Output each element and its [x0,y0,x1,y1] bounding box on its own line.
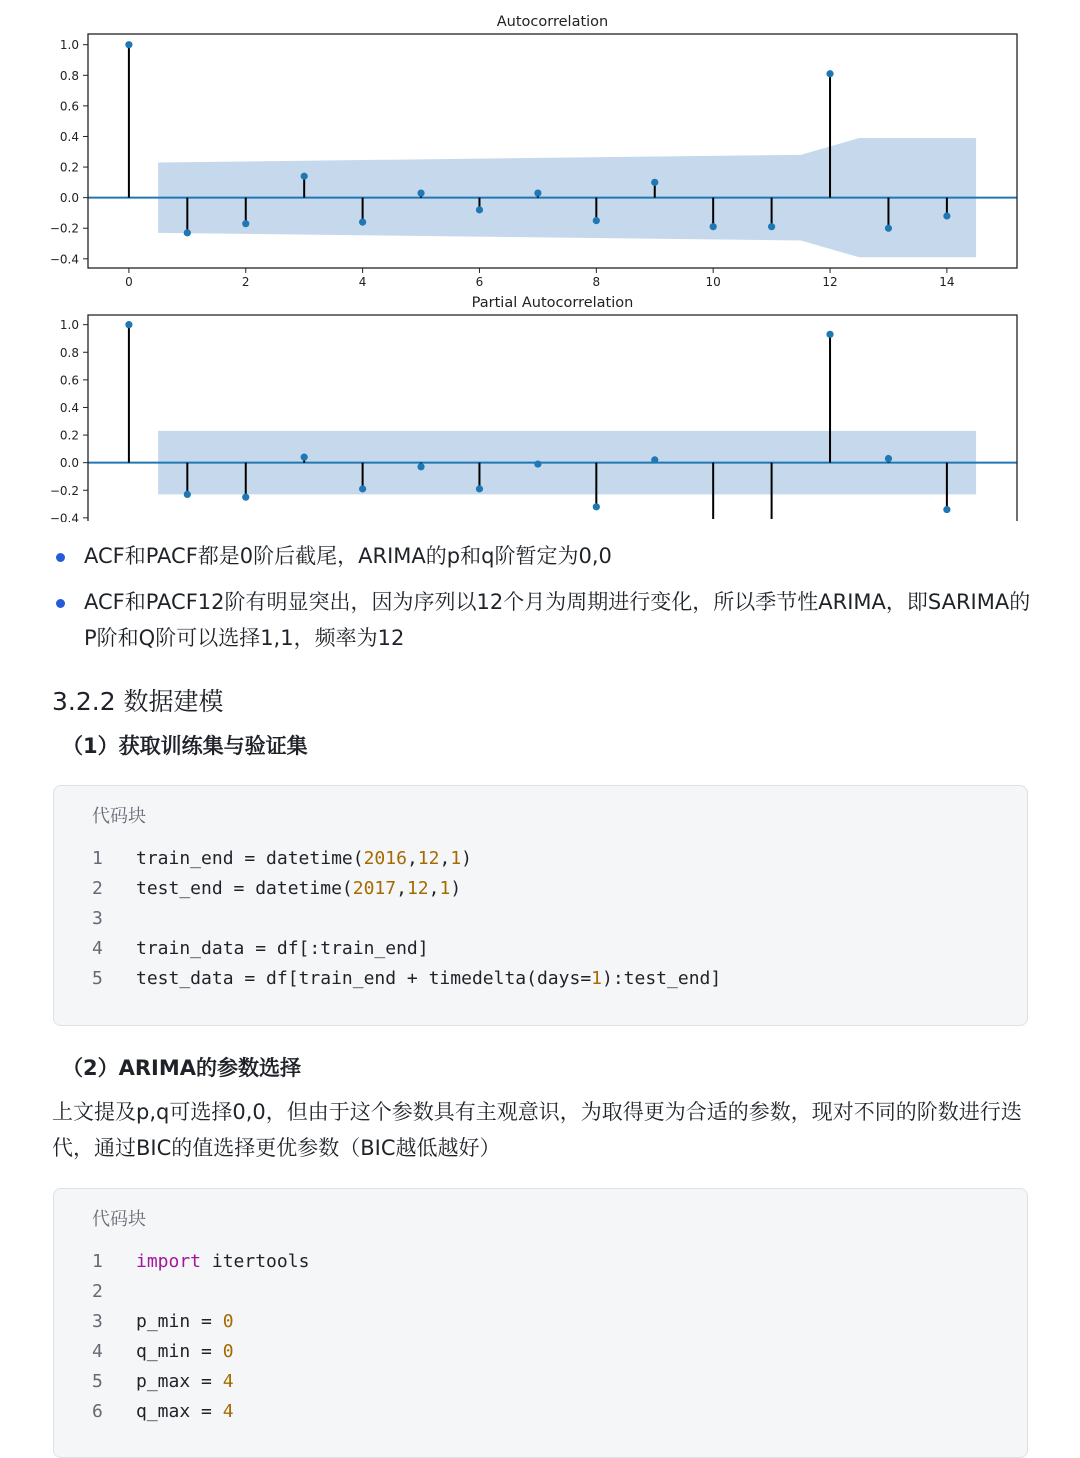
x-tick-label: 14 [939,275,955,289]
code-token: train_end = datetime( [136,848,364,869]
stem-marker [943,212,950,219]
code-number-token: 0 [222,1341,234,1362]
code-line [54,1277,1027,1307]
code-token: test_end = datetime( [136,878,353,899]
stem-marker [885,225,892,232]
subsection-heading-train-test: （1）获取训练集与验证集 [62,734,308,758]
code-lines [54,844,1027,994]
stem-marker [242,220,249,227]
y-tick-label: −0.2 [49,221,79,236]
stem-marker [651,456,658,463]
line-number: 4 [92,938,103,959]
y-tick-label: 0.4 [59,129,79,144]
line-number: 5 [92,968,103,989]
code-line [54,934,1027,964]
code-line [54,904,1027,934]
chart-title: Autocorrelation [496,14,609,30]
stem-marker [476,485,483,492]
stem-marker [301,454,308,461]
stem-marker [534,189,541,196]
plot-area [88,41,1017,257]
code-number-token: 1 [450,848,462,869]
code-line [54,1307,1027,1337]
stem-marker [301,173,308,180]
stem-marker [476,206,483,213]
stem-marker [943,506,950,513]
stem-marker [534,460,541,467]
x-tick-label: 12 [822,275,838,289]
y-tick-label: 0.6 [59,99,79,114]
line-number: 3 [92,908,103,929]
stem-marker [651,179,658,186]
y-tick-label: 0.4 [59,400,79,415]
stem-marker [184,491,191,498]
stem-marker [125,41,132,48]
acf-chart-svg [0,0,1080,290]
code-line [54,1397,1027,1427]
code-token: ):test_end] [602,968,722,989]
y-tick-label: 0.6 [59,373,79,388]
x-tick-label: 0 [125,275,133,289]
code-text [136,1311,234,1332]
stem-marker [184,229,191,236]
stem-marker [593,217,600,224]
code-token: ) [450,878,462,899]
bullet-text: ACF和PACF12阶有明显突出，因为序列以12个月为周期进行变化，所以季节性ARIMA，即SARIMA的P阶和Q阶可以选择1,1，频率为12 [84,590,1031,650]
code-block-train-test[interactable] [53,785,1028,1026]
x-tick-label: 2 [241,275,250,289]
stem-marker [359,485,366,492]
code-token: itertools [201,1251,310,1272]
stem-marker [125,321,132,328]
code-token: , [428,878,440,899]
code-token: , [396,878,407,899]
code-number-token: 12 [406,878,429,899]
code-text [136,1341,234,1362]
stem-marker [417,463,424,470]
code-number-token: 4 [222,1401,234,1422]
code-line [54,964,1027,994]
x-tick-label: 8 [592,275,601,289]
line-number: 2 [92,1281,103,1302]
stem-marker [242,494,249,501]
y-tick-label: 0.0 [59,191,79,206]
bullet-list [52,538,1032,666]
code-number-token: 1 [439,878,451,899]
y-tick-label: 0.0 [59,456,79,471]
code-token: ) [461,848,472,869]
code-lines [54,1247,1027,1427]
code-block-itertools[interactable] [53,1188,1028,1458]
code-token: q_max = [136,1401,223,1422]
line-number: 4 [92,1341,103,1362]
stem-marker [417,189,424,196]
y-tick-label: 0.2 [59,428,79,443]
section-heading: 3.2.2 数据建模 [52,687,224,716]
line-number: 3 [92,1311,103,1332]
y-tick-label: 1.0 [59,318,79,333]
code-keyword-token: import [136,1251,202,1272]
y-tick-label: −0.4 [49,511,79,522]
pacf-chart-svg [0,290,1080,522]
code-text [136,1371,234,1392]
code-token: p_min = [136,1311,223,1332]
line-number: 5 [92,1371,103,1392]
code-text [136,938,429,959]
line-number: 6 [92,1401,103,1422]
line-number: 1 [92,848,103,869]
line-number: 1 [92,1251,103,1272]
code-line [54,1247,1027,1277]
subsection-heading-arima-params: （2）ARIMA的参数选择 [62,1056,301,1080]
code-token: q_min = [136,1341,223,1362]
code-number-token: 4 [222,1371,234,1392]
code-text [136,1401,234,1422]
code-text [136,878,461,899]
y-tick-label: 0.8 [59,345,79,360]
stem-marker [593,503,600,510]
code-token: test_data = df[train_end + timedelta(days= [136,968,592,989]
y-tick-label: 0.8 [59,68,79,83]
stem-marker [710,223,717,230]
x-tick-label: 4 [358,275,367,289]
code-text [136,968,721,989]
code-number-token: 1 [591,968,602,989]
code-text [136,848,472,869]
code-token: train_data = df[:train_end] [136,938,429,959]
code-token: p_max = [136,1371,223,1392]
code-block-label: 代码块 [92,806,146,827]
chart-title: Partial Autocorrelation [471,295,634,311]
y-tick-label: −0.2 [49,483,79,498]
stem-marker [885,455,892,462]
bullet-item-seasonal [52,584,1032,656]
plot-area [88,321,1017,522]
code-number-token: 2016 [363,848,407,869]
bullet-dot-icon [56,599,65,608]
paragraph-bic: 上文提及p,q可选择0,0，但由于这个参数具有主观意识，为取得更为合适的参数，现对不同的阶数进行迭代，通过BIC的值选择更优参数（BIC越低越好） [52,1100,1022,1160]
code-block-label: 代码块 [92,1209,146,1230]
code-line [54,1337,1027,1367]
acf-chart [0,0,1080,290]
bullet-item-acf-cutoff [52,538,1032,574]
x-tick-label: 10 [705,275,721,289]
code-token: , [406,848,418,869]
bullet-dot-icon [56,553,65,562]
stem-marker [826,331,833,338]
x-tick-label: 6 [475,275,484,289]
code-number-token: 2017 [352,878,397,899]
stem-marker [768,223,775,230]
code-number-token: 0 [222,1311,234,1332]
stem-marker [826,70,833,77]
code-token: , [439,848,451,869]
y-tick-label: −0.4 [49,252,79,267]
line-number: 2 [92,878,103,899]
code-line [54,874,1027,904]
stem-marker [359,219,366,226]
code-line [54,1367,1027,1397]
bullet-text: ACF和PACF都是0阶后截尾，ARIMA的p和q阶暂定为0,0 [84,544,612,568]
pacf-chart [0,290,1080,522]
code-line [54,844,1027,874]
code-number-token: 12 [417,848,440,869]
y-tick-label: 1.0 [59,38,79,53]
y-tick-label: 0.2 [59,160,79,175]
code-text [136,1251,309,1272]
